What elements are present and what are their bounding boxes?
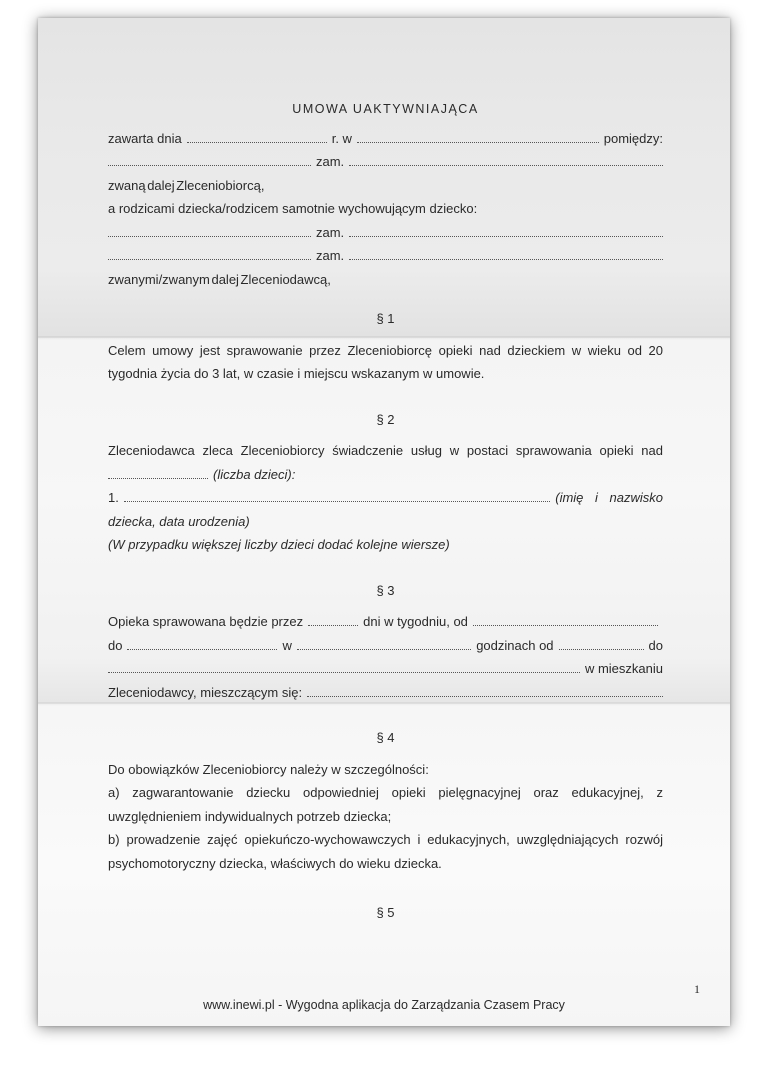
section-1-text: Celem umowy jest sprawowanie przez Zleceniobiorcę opieki nad dzieckiem w wieku od 20 tygodnia życia do 3 lat, w czasie i miejscu wskazanym w umowie. [108,342,663,381]
opieka-label: Opieka sprawowana będzie przez [108,614,304,629]
zwana-dalej-line: zwaną dalej Zleceniobiorcą, [108,177,265,193]
zleceniodawcy-label: Zleceniodawcy, mieszczącym się: [108,684,303,700]
section-5-heading: § 5 [376,905,395,920]
section-2-heading: § 2 [376,411,395,427]
section-4-a-line2: uwzględnieniem indywidualnych potrzeb dziecka; [108,808,392,824]
parent-name-blank[interactable] [108,245,311,260]
time-blank[interactable] [297,635,471,650]
section-3-heading: § 3 [376,582,395,598]
document-content [108,98,663,933]
schedule-line-2 [108,634,663,658]
section-4-heading: § 4 [376,730,395,745]
w-mieszkaniu-label: w mieszkaniu [584,661,663,676]
w-label: w [282,637,292,653]
zawarta-dnia-label: zawarta dnia [108,130,182,146]
do-label: do [108,637,123,653]
rodzice-line: a rodzicami dziecka/rodzicem samotnie wychowującym dziecko: [108,201,478,216]
parent-address-blank[interactable] [349,245,663,260]
date-blank[interactable] [187,128,327,143]
contractor-line [108,150,663,174]
place-blank[interactable] [357,128,599,143]
schedule-line-3 [108,657,663,681]
zam-label: zam. [316,154,345,169]
contractor-address-blank[interactable] [349,151,663,166]
imie-nazwisko-label: (imię i nazwisko [555,490,663,505]
child-details-blank[interactable] [124,487,550,502]
zam-label: zam. [316,224,345,240]
children-count-line [108,463,663,487]
do2-label: do [648,637,663,653]
page-number: 1 [694,982,700,996]
section-4-b-line2: psychomotoryczny dziecka, właściwych do wieku dziecka. [108,855,442,871]
pomiedzy-label: pomiędzy: [603,130,663,146]
dziecka-data-line: dziecka, data urodzenia) [108,513,250,529]
children-count-blank[interactable] [108,464,208,479]
section-1-heading: § 1 [376,311,395,326]
section-4-a-line1: a) zagwarantowanie dziecku odpowiedniej opieki pielęgnacyjnej oraz edukacyjnej, z [108,785,663,800]
dni-label: dni w tygodniu, od [363,614,468,629]
parent-name-blank[interactable] [108,222,311,237]
intro-date-line [108,127,663,151]
day-from-blank[interactable] [473,611,658,626]
child-item-number: 1. [108,490,119,505]
schedule-line-1 [108,610,663,634]
footer-text: www.inewi.pl - Wygodna aplikacja do Zarządzania Czasem Pracy [203,998,565,1012]
parent-line-1 [108,221,663,245]
parent-line-2 [108,244,663,268]
document-title: UMOWA UAKTYWNIAJĄCA [292,102,479,116]
contractor-name-blank[interactable] [108,151,311,166]
section-4-b-line1: b) prowadzenie zajęć opiekuńczo-wychowawczych i edukacyjnych, uwzględniających rozwój [108,832,663,847]
schedule-line-4 [108,681,663,705]
child-item-line [108,486,663,510]
document-page [38,18,730,1026]
parent-address-blank[interactable] [349,222,663,237]
liczba-dzieci-label: (liczba dzieci): [213,466,296,482]
section-4-intro: Do obowiązków Zleceniobiorcy należy w szczególności: [108,761,429,777]
address-blank[interactable] [307,682,663,697]
day-to-blank[interactable] [127,635,277,650]
section-2-note: (W przypadku większej liczby dzieci dodać kolejne wiersze) [108,537,450,552]
days-count-blank[interactable] [308,611,358,626]
zwanymi-line: zwanymi/zwanym dalej Zleceniodawcą, [108,271,331,287]
zam-label: zam. [316,248,345,263]
r-w-label: r. w [331,130,352,146]
hour-from-blank[interactable] [559,635,644,650]
hour-to-blank[interactable] [108,658,580,673]
godzinach-od-label: godzinach od [476,637,554,653]
section-2-line1: Zleceniodawca zleca Zleceniobiorcy świadczenie usług w postaci sprawowania opieki nad [108,443,663,458]
